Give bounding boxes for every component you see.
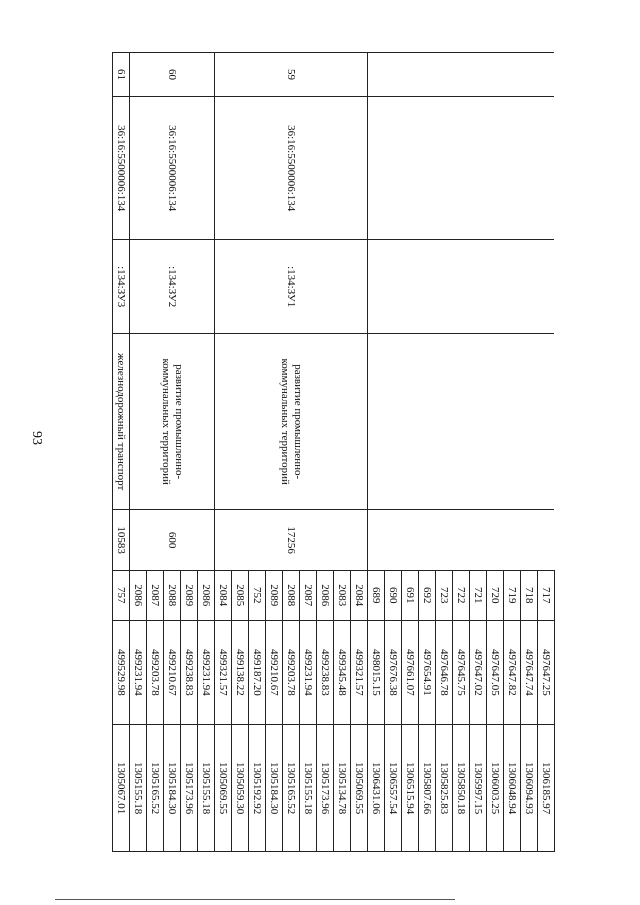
- rotated-table-container: [85, 52, 555, 852]
- cadastral-number-cell: 36:16:5500006:134: [130, 97, 215, 240]
- area-cell-empty: [368, 510, 555, 571]
- point-number-cell: 2084: [215, 570, 232, 620]
- point-number-cell: 692: [419, 570, 436, 620]
- x-coordinate-cell: 499187.20: [249, 620, 266, 725]
- land-plots-table: [112, 52, 555, 852]
- point-number-cell: 2089: [266, 570, 283, 620]
- cadastral-number-cell: 36:16:5500006:134: [113, 97, 130, 240]
- x-coordinate-cell: 497661.07: [402, 620, 419, 725]
- y-coordinate-cell: 1305825.83: [436, 725, 453, 852]
- bottom-rule: [55, 899, 455, 900]
- y-coordinate-cell: 1305134.78: [334, 725, 351, 852]
- x-coordinate-cell: 499321.57: [215, 620, 232, 725]
- y-coordinate-cell: 1305059.30: [232, 725, 249, 852]
- point-number-cell: 720: [487, 570, 504, 620]
- x-coordinate-cell: 499238.83: [181, 620, 198, 725]
- y-coordinate-cell: 1306094.93: [521, 725, 538, 852]
- point-number-cell: 723: [436, 570, 453, 620]
- point-number-cell: 2087: [147, 570, 164, 620]
- table-row: [538, 53, 555, 852]
- point-number-cell: 2086: [317, 570, 334, 620]
- point-number-cell: 2086: [130, 570, 147, 620]
- x-coordinate-cell: 499529.98: [113, 620, 130, 725]
- x-coordinate-cell: 499203.78: [147, 620, 164, 725]
- cadastral-cell-empty: [368, 97, 555, 240]
- x-coordinate-cell: 499321.57: [351, 620, 368, 725]
- point-number-cell: 2089: [181, 570, 198, 620]
- x-coordinate-cell: 497647.82: [504, 620, 521, 725]
- land-plot-id-cell: :134:ЗУ1: [215, 240, 368, 334]
- x-coordinate-cell: 497647.02: [470, 620, 487, 725]
- y-coordinate-cell: 1305165.52: [283, 725, 300, 852]
- point-number-cell: 2088: [283, 570, 300, 620]
- point-number-cell: 2087: [300, 570, 317, 620]
- purpose-cell-empty: [368, 334, 555, 510]
- y-coordinate-cell: 1305155.18: [300, 725, 317, 852]
- x-coordinate-cell: 497645.75: [453, 620, 470, 725]
- point-number-cell: 2086: [198, 570, 215, 620]
- y-coordinate-cell: 1305069.55: [215, 725, 232, 852]
- x-coordinate-cell: 497647.25: [538, 620, 555, 725]
- x-coordinate-cell: 499203.78: [283, 620, 300, 725]
- y-coordinate-cell: 1305173.96: [181, 725, 198, 852]
- y-coordinate-cell: 1306185.97: [538, 725, 555, 852]
- point-number-cell: 718: [521, 570, 538, 620]
- record-number-cell: 60: [130, 53, 215, 97]
- x-coordinate-cell: 497676.38: [385, 620, 402, 725]
- area-cell: 600: [130, 510, 215, 571]
- y-coordinate-cell: 1305184.30: [266, 725, 283, 852]
- y-coordinate-cell: 1305155.18: [198, 725, 215, 852]
- y-coordinate-cell: 1305850.18: [453, 725, 470, 852]
- point-number-cell: 752: [249, 570, 266, 620]
- x-coordinate-cell: 499231.94: [130, 620, 147, 725]
- land-plot-id-cell: :134:ЗУ3: [113, 240, 130, 334]
- x-coordinate-cell: 499231.94: [300, 620, 317, 725]
- y-coordinate-cell: 1306557.54: [385, 725, 402, 852]
- table-body: [113, 53, 555, 852]
- y-coordinate-cell: 1305192.92: [249, 725, 266, 852]
- page-number: 93: [29, 431, 44, 445]
- y-coordinate-cell: 1306515.94: [402, 725, 419, 852]
- table-row: [351, 53, 368, 852]
- point-number-cell: 2084: [351, 570, 368, 620]
- x-coordinate-cell: 497646.78: [436, 620, 453, 725]
- y-coordinate-cell: 1305069.55: [351, 725, 368, 852]
- y-coordinate-cell: 1306431.06: [368, 725, 385, 852]
- table-row: [198, 53, 215, 852]
- point-number-cell: 717: [538, 570, 555, 620]
- y-coordinate-cell: 1306003.25: [487, 725, 504, 852]
- table-row: [113, 53, 130, 852]
- point-number-cell: 2083: [334, 570, 351, 620]
- area-cell: 10583: [113, 510, 130, 571]
- x-coordinate-cell: 499210.67: [164, 620, 181, 725]
- area-cell: 17256: [215, 510, 368, 571]
- x-coordinate-cell: 497654.91: [419, 620, 436, 725]
- y-coordinate-cell: 1306048.94: [504, 725, 521, 852]
- x-coordinate-cell: 499210.67: [266, 620, 283, 725]
- y-coordinate-cell: 1305997.15: [470, 725, 487, 852]
- point-number-cell: 690: [385, 570, 402, 620]
- record-number-cell: 59: [215, 53, 368, 97]
- x-coordinate-cell: 499138.22: [232, 620, 249, 725]
- permitted-use-cell: развитие промышленно-коммунальных территорий: [215, 334, 368, 510]
- zu-cell-empty: [368, 240, 555, 334]
- land-plot-id-cell: :134:ЗУ2: [130, 240, 215, 334]
- point-number-cell: 722: [453, 570, 470, 620]
- x-coordinate-cell: 499231.94: [198, 620, 215, 725]
- num-cell-empty: [368, 53, 555, 97]
- point-number-cell: 719: [504, 570, 521, 620]
- y-coordinate-cell: 1305173.96: [317, 725, 334, 852]
- y-coordinate-cell: 1305807.66: [419, 725, 436, 852]
- y-coordinate-cell: 1305184.30: [164, 725, 181, 852]
- cadastral-number-cell: 36:16:5500006:134: [215, 97, 368, 240]
- x-coordinate-cell: 498015.15: [368, 620, 385, 725]
- point-number-cell: 2085: [232, 570, 249, 620]
- x-coordinate-cell: 497647.05: [487, 620, 504, 725]
- record-number-cell: 61: [113, 53, 130, 97]
- permitted-use-cell: развитие промышленно-коммунальных территорий: [130, 334, 215, 510]
- point-number-cell: 721: [470, 570, 487, 620]
- y-coordinate-cell: 1305067.01: [113, 725, 130, 852]
- x-coordinate-cell: 497647.74: [521, 620, 538, 725]
- point-number-cell: 757: [113, 570, 130, 620]
- point-number-cell: 2088: [164, 570, 181, 620]
- point-number-cell: 689: [368, 570, 385, 620]
- y-coordinate-cell: 1305165.52: [147, 725, 164, 852]
- x-coordinate-cell: 499345.48: [334, 620, 351, 725]
- x-coordinate-cell: 499238.83: [317, 620, 334, 725]
- point-number-cell: 691: [402, 570, 419, 620]
- y-coordinate-cell: 1305155.18: [130, 725, 147, 852]
- permitted-use-cell: железнодорожный транспорт: [113, 334, 130, 510]
